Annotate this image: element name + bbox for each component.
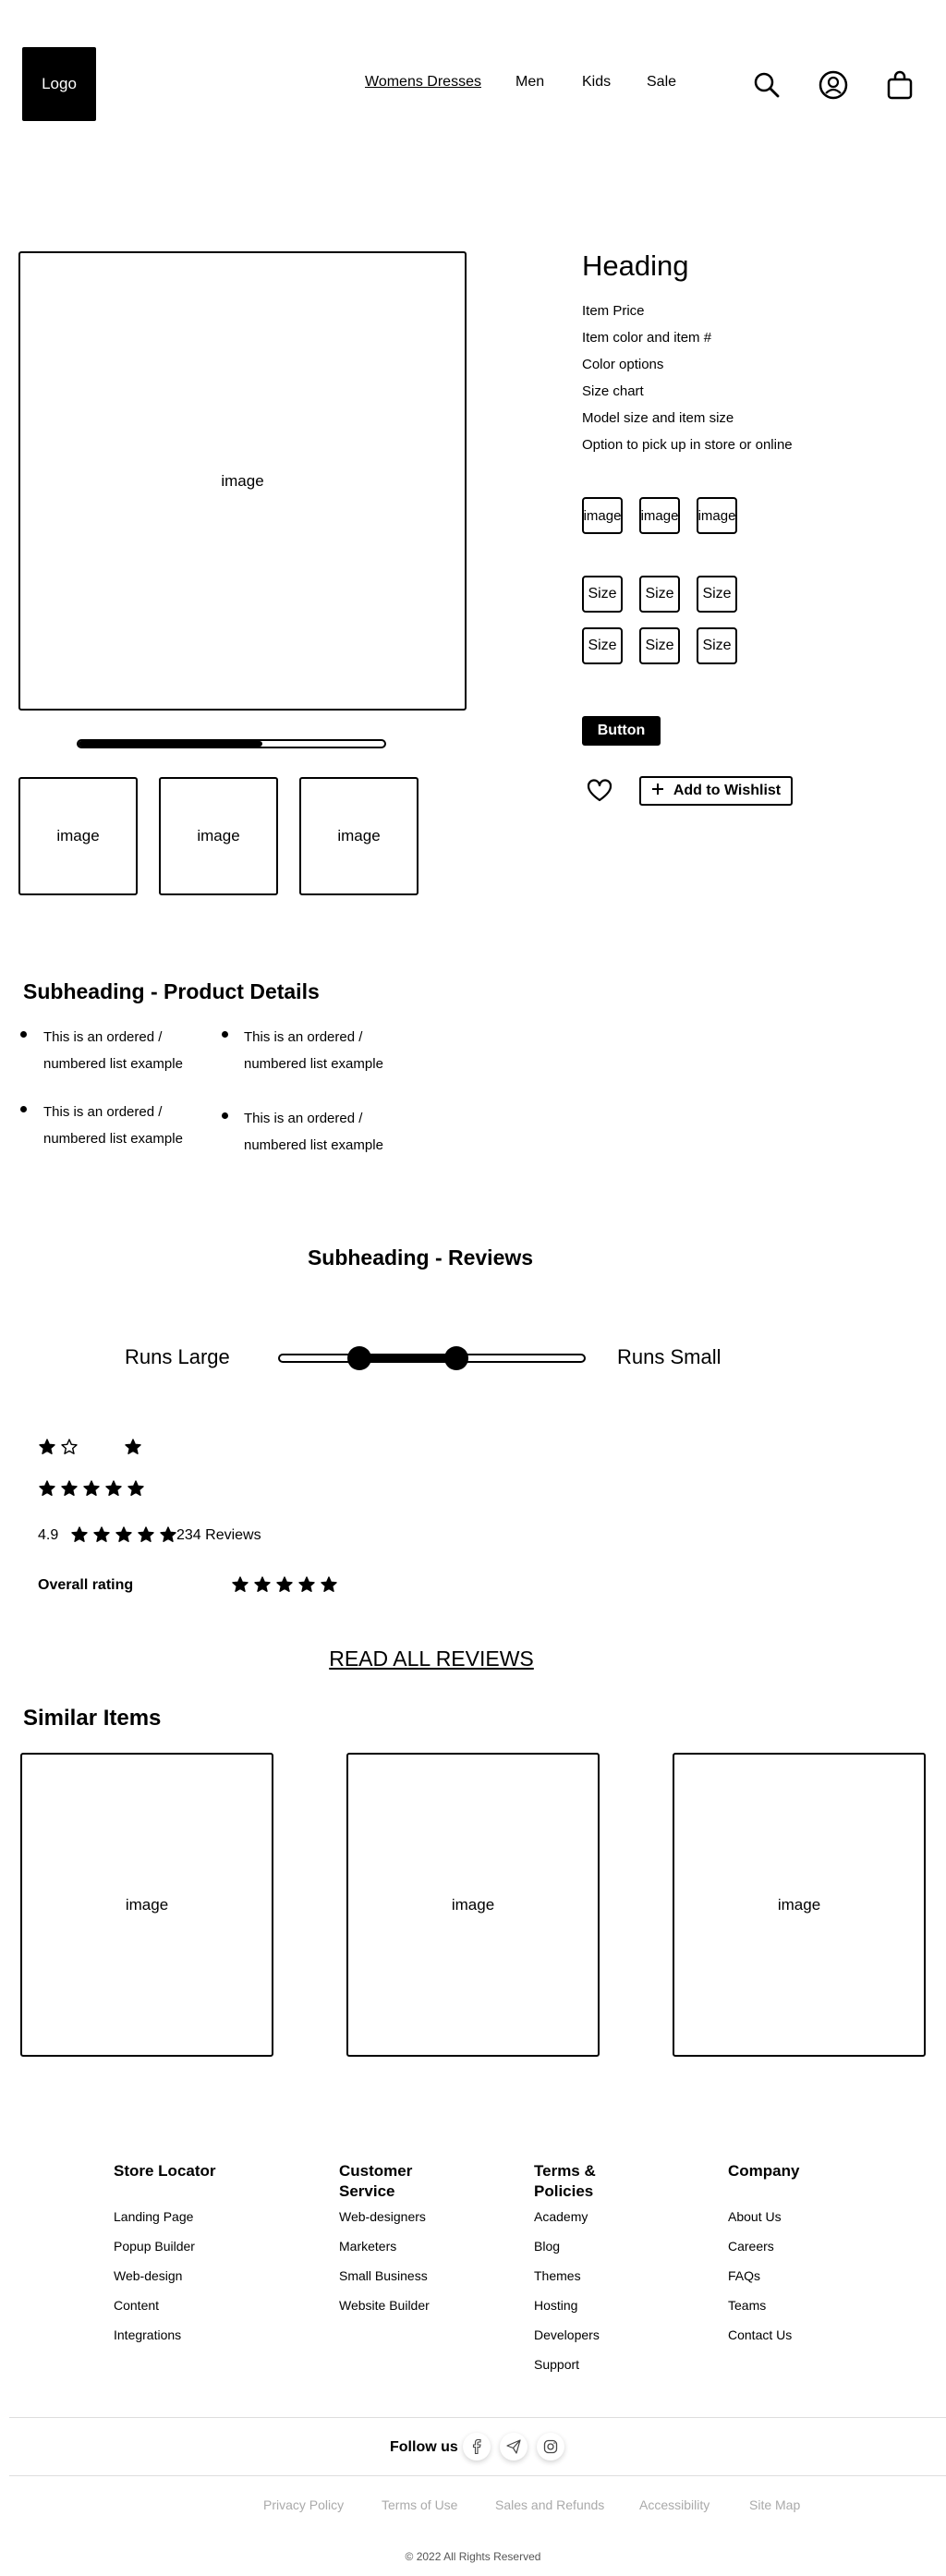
footer-heading: Customer Service bbox=[339, 2162, 413, 2200]
privacy-policy-link[interactable]: Privacy Policy bbox=[263, 2497, 345, 2512]
runs-large-label: Runs Large bbox=[125, 1345, 230, 1368]
nav-womens-dresses[interactable]: Womens Dresses bbox=[365, 74, 481, 90]
size-option-4[interactable]: Size bbox=[582, 627, 623, 664]
overall-rating-stars bbox=[232, 1576, 337, 1593]
fit-slider-handle-low[interactable] bbox=[347, 1346, 371, 1370]
star-icon bbox=[115, 1526, 132, 1543]
fit-slider-handle-high[interactable] bbox=[444, 1346, 468, 1370]
footer-heading: Company bbox=[728, 2162, 800, 2180]
logo[interactable]: Logo bbox=[22, 47, 96, 121]
list-bullet bbox=[222, 1031, 228, 1038]
image-label: image bbox=[125, 1895, 169, 1914]
footer-link[interactable]: Web-designers bbox=[339, 2209, 426, 2224]
similar-item-3[interactable] bbox=[673, 1753, 926, 2057]
account-icon[interactable] bbox=[817, 68, 850, 102]
list-item: This is an ordered / numbered list example bbox=[244, 1029, 383, 1072]
terms-of-use-link[interactable]: Terms of Use bbox=[382, 2497, 458, 2512]
thumbnail-2[interactable] bbox=[159, 777, 278, 895]
footer-column-store-locator bbox=[114, 2161, 243, 2342]
overall-rating-label: Overall rating bbox=[38, 1577, 134, 1593]
footer-link[interactable]: Integrations bbox=[114, 2327, 182, 2342]
shopping-bag-icon[interactable] bbox=[883, 68, 916, 102]
star-icon bbox=[232, 1576, 249, 1593]
footer-link[interactable]: Content bbox=[114, 2298, 160, 2313]
star-icon bbox=[39, 1480, 55, 1497]
wishlist-label: Add to Wishlist bbox=[673, 783, 782, 798]
footer-link[interactable]: Hosting bbox=[534, 2298, 578, 2313]
star-icon bbox=[83, 1480, 100, 1497]
similar-item-2[interactable] bbox=[346, 1753, 600, 2057]
image-label: image bbox=[337, 827, 381, 844]
footer-column-customer-service bbox=[339, 2161, 441, 2313]
footer-link[interactable]: About Us bbox=[728, 2209, 782, 2224]
heart-icon[interactable] bbox=[587, 778, 612, 804]
footer-link[interactable]: Landing Page bbox=[114, 2209, 194, 2224]
image-label: image bbox=[56, 827, 100, 844]
footer-link[interactable]: Support bbox=[534, 2357, 580, 2372]
star-icon bbox=[138, 1526, 154, 1543]
facebook-icon[interactable] bbox=[463, 2433, 491, 2461]
footer-link[interactable]: Small Business bbox=[339, 2268, 428, 2283]
pickup-option: Option to pick up in store or online bbox=[582, 437, 793, 453]
footer-link[interactable]: Blog bbox=[534, 2239, 561, 2254]
footer-link[interactable]: Careers bbox=[728, 2239, 774, 2254]
review-count[interactable]: 234 Reviews bbox=[176, 1527, 261, 1543]
accessibility-link[interactable]: Accessibility bbox=[639, 2497, 710, 2512]
color-swatch-1[interactable]: image bbox=[582, 497, 623, 534]
size-chart[interactable]: Size chart bbox=[582, 383, 644, 399]
thumbnail-1[interactable] bbox=[18, 777, 138, 895]
footer-link[interactable]: Themes bbox=[534, 2268, 581, 2283]
list-bullet bbox=[222, 1112, 228, 1119]
star-icon bbox=[254, 1576, 271, 1593]
size-option-5[interactable]: Size bbox=[639, 627, 680, 664]
runs-small-label: Runs Small bbox=[617, 1345, 722, 1368]
footer-link[interactable]: FAQs bbox=[728, 2268, 761, 2283]
color-options: Color options bbox=[582, 357, 664, 372]
footer-link[interactable]: Developers bbox=[534, 2327, 600, 2342]
site-map-link[interactable]: Site Map bbox=[749, 2497, 801, 2512]
add-to-wishlist-button[interactable] bbox=[639, 776, 793, 806]
similar-items-heading: Similar Items bbox=[23, 1706, 162, 1731]
footer-divider bbox=[9, 2475, 946, 2476]
list-item: This is an ordered / numbered list example bbox=[244, 1111, 383, 1153]
footer-link[interactable]: Marketers bbox=[339, 2239, 397, 2254]
footer-column-terms-policies bbox=[534, 2161, 626, 2372]
primary-button[interactable]: Button bbox=[582, 716, 661, 746]
list-bullet bbox=[20, 1031, 27, 1038]
rating-value: 4.9 bbox=[38, 1527, 59, 1543]
star-icon bbox=[39, 1439, 55, 1455]
star-icon bbox=[127, 1480, 144, 1497]
copyright: © 2022 All Rights Reserved bbox=[405, 2550, 541, 2563]
list-item: This is an ordered / numbered list example bbox=[43, 1029, 183, 1072]
list-item: This is an ordered / numbered list example bbox=[43, 1104, 183, 1147]
rating-stars bbox=[71, 1526, 176, 1543]
gallery-progress-fill bbox=[79, 741, 262, 747]
plus-icon bbox=[651, 783, 664, 800]
star-filter-row-2[interactable] bbox=[39, 1480, 144, 1497]
footer-divider bbox=[9, 2417, 946, 2418]
telegram-icon[interactable] bbox=[500, 2433, 528, 2461]
nav-men[interactable]: Men bbox=[515, 74, 545, 90]
color-swatch-3[interactable]: image bbox=[697, 497, 737, 534]
size-option-3[interactable]: Size bbox=[697, 576, 737, 613]
footer-link[interactable]: Website Builder bbox=[339, 2298, 430, 2313]
fit-slider-track[interactable] bbox=[278, 1354, 586, 1363]
search-icon[interactable] bbox=[750, 68, 783, 102]
footer-link[interactable]: Web-design bbox=[114, 2268, 183, 2283]
instagram-icon[interactable] bbox=[537, 2433, 564, 2461]
size-option-2[interactable]: Size bbox=[639, 576, 680, 613]
footer-link[interactable]: Teams bbox=[728, 2298, 767, 2313]
size-option-6[interactable]: Size bbox=[697, 627, 737, 664]
footer-heading: Store Locator bbox=[114, 2162, 216, 2180]
image-label: image bbox=[777, 1895, 821, 1914]
footer-column-company bbox=[728, 2161, 848, 2342]
star-icon bbox=[125, 1439, 141, 1455]
model-size: Model size and item size bbox=[582, 410, 734, 426]
footer-link[interactable]: Contact Us bbox=[728, 2327, 793, 2342]
star-icon bbox=[61, 1439, 78, 1455]
star-icon bbox=[71, 1526, 88, 1543]
star-icon bbox=[105, 1480, 122, 1497]
follow-us-label: Follow us bbox=[390, 2439, 458, 2455]
footer-link[interactable]: Popup Builder bbox=[114, 2239, 195, 2254]
nav-sale[interactable]: Sale bbox=[647, 74, 677, 90]
nav-kids[interactable]: Kids bbox=[582, 74, 612, 90]
similar-item-1[interactable] bbox=[20, 1753, 273, 2057]
star-icon bbox=[276, 1576, 293, 1593]
main-product-image bbox=[18, 251, 467, 711]
sales-refunds-link[interactable]: Sales and Refunds bbox=[495, 2497, 605, 2512]
list-bullet bbox=[20, 1106, 27, 1112]
star-icon bbox=[93, 1526, 110, 1543]
item-price: Item Price bbox=[582, 303, 645, 319]
star-icon bbox=[160, 1526, 176, 1543]
image-label: image bbox=[197, 827, 240, 844]
footer-heading: Terms & Policies bbox=[534, 2162, 596, 2200]
item-color: Item color and item # bbox=[582, 330, 712, 346]
color-swatch-2[interactable]: image bbox=[639, 497, 680, 534]
image-label: image bbox=[221, 471, 264, 490]
product-details-heading: Subheading - Product Details bbox=[23, 979, 320, 1003]
size-option-1[interactable]: Size bbox=[582, 576, 623, 613]
gallery-progress-track[interactable] bbox=[77, 739, 386, 748]
footer-link[interactable]: Academy bbox=[534, 2209, 588, 2224]
star-filter-row-1[interactable] bbox=[39, 1439, 141, 1455]
product-heading: Heading bbox=[582, 249, 689, 282]
thumbnail-3[interactable] bbox=[299, 777, 418, 895]
star-icon bbox=[61, 1480, 78, 1497]
fit-slider-range bbox=[359, 1354, 456, 1363]
star-icon bbox=[321, 1576, 337, 1593]
image-label: image bbox=[451, 1895, 495, 1914]
star-icon bbox=[298, 1576, 315, 1593]
reviews-heading: Subheading - Reviews bbox=[307, 1245, 534, 1270]
read-all-reviews-link[interactable]: READ ALL REVIEWS bbox=[329, 1646, 534, 1671]
